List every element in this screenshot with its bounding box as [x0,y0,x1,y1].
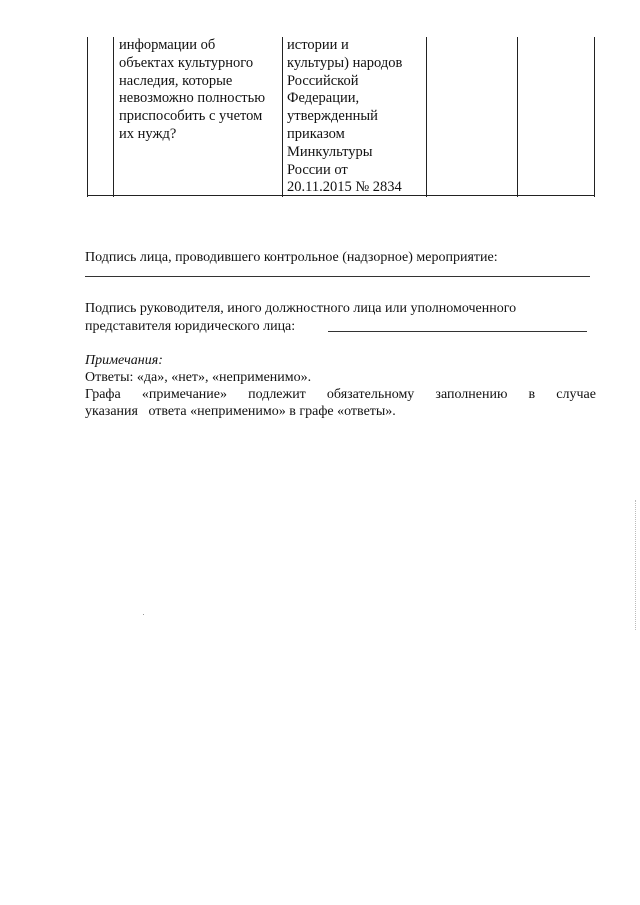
note-word: в [528,387,536,402]
reference-line: культуры) народов [287,54,403,71]
reference-line: истории и [287,37,349,53]
reference-line: Российской [287,72,359,89]
table-border-left [87,37,88,197]
reference-line: Минкультуры [287,143,373,160]
question-line: их нужд? [119,125,177,142]
table-divider-3 [426,37,427,197]
question-line: приспособить с учетом [119,108,263,125]
table-border-right [594,37,595,197]
reference-line: России от [287,161,348,178]
notes-column-note-line2: указания ответа «неприменимо» в графе «ответы». [85,404,396,419]
notes-column-note-line1 [85,386,596,403]
reference-line: Федерации, [287,90,360,107]
head-signature-label-line2: представителя юридического лица: [85,319,296,334]
table-divider-4 [517,37,518,197]
head-signature-label-line1: Подпись руководителя, иного должностного лица или уполномоченного [85,301,517,316]
question-line: объектах культурного [119,54,254,71]
reference-line: 20.11.2015 № 2834 [287,179,402,196]
table-divider-1 [113,37,114,197]
question-line: невозможно полностью [119,90,266,107]
note-word: Графа [85,387,121,402]
note-word: «примечание» [141,387,227,402]
note-word: заполнению [435,387,508,402]
inspector-signature-label: Подпись лица, проводившего контрольное (надзорное) мероприятие: [85,250,498,265]
note-word: обязательному [326,387,415,402]
note-word: подлежит [248,387,306,402]
inspector-signature-line [85,276,590,277]
reference-line: утвержденный [287,108,378,125]
checklist-table-fragment [87,37,595,197]
question-line: информации об [119,37,216,53]
notes-heading: Примечания: [85,353,163,368]
question-line: наследия, которые [119,72,233,89]
scan-edge-marks [635,500,638,630]
table-cell-question [119,37,265,144]
table-divider-2 [282,37,283,197]
reference-line: приказом [287,125,345,142]
note-word: случае [556,387,596,402]
head-signature-line [328,331,587,332]
notes-answers: Ответы: «да», «нет», «неприменимо». [85,370,312,385]
scan-speck [143,614,144,615]
table-cell-legal-reference [287,37,402,197]
